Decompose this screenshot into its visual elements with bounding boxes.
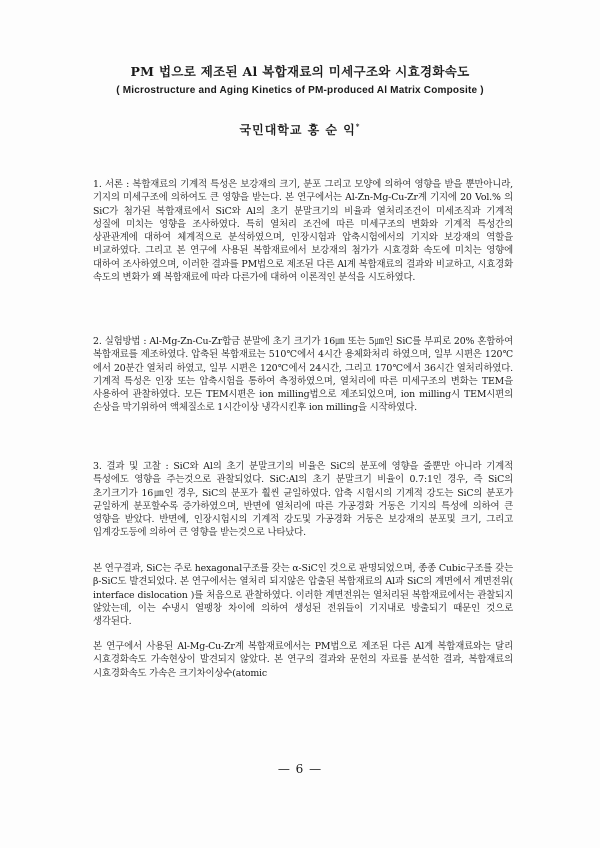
author-footnote-mark: * (355, 122, 361, 131)
paper-subtitle: ( Microstructure and Aging Kinetics of PM-produced Al Matrix Composite ) (116, 85, 484, 96)
methods-paragraph (93, 335, 513, 415)
results-paragraph-2 (93, 562, 513, 628)
author-name: 국민대학교 홍 순 익 (239, 123, 356, 137)
paragraph-text: 본 연구결과, SiC는 주로 hexagonal구조를 갖는 α-SiC인 것으로 판명되었으며, 종종 Cubic구조를 갖는 β-SiC도 발견되었다. 본 연구에서는 열처리 되지않은 압출된 복합재료의 Al과 SiC의 계면에서 계면전위( interface dislocation )를 처음으로 관찰하였다. 이러한 계면전위는 열처리된 복합재료에서는 관찰되지 않았는데, 이는 수냉시 열팽창 차이에 의하여 생성된 전위들이 기지내로 방출되기 때문인 것으로 생각된다. (93, 563, 513, 628)
paragraph-text: 2. 실험방법 : Al-Mg-Zn-Cu-Zr합금 분말에 초기 크기가 16㎛ 또는 5㎛인 SiC를 부피로 20% 혼합하여 복합재료를 제조하였다. 압축된 복합재료는 510℃에서 4시간 용체화처리 하였으며, 일부 시편은 120℃에서 20분간 열처리 하였고, 일부 시편은 120℃에서 24시간, 그리고 170℃에서 36시간 열처리하였다. 기계적 특성은 인장 또는 압축시험을 통하여 측정하였으며, 열처리에 따른 미세구조의 변화는 TEM을 사용하여 관찰하였다. 모든 TEM시편은 ion milling법으로 제조되었으며, ion milling시 TEM시편의 손상을 막기위하여 액체질소로 1시간이상 냉각시킨후 ion milling을 시작하였다. (93, 336, 513, 414)
paragraph-text: 본 연구에서 사용된 Al-Mg-Cu-Zr계 복합재료에서는 PM법으로 제조된 다른 Al계 복합재료와는 달리 시효경화속도 가속현상이 발견되지 않았다. 본 연구의 결과와 문헌의 자료를 분석한 결과, 복합재료의 시효경화속도 가속은 크기차이상수(atomic (93, 641, 513, 679)
paragraph-text: 3. 결과 및 고찰 : SiC와 Al의 초기 분말크기의 비율은 SiC의 분포에 영향을 줄뿐만 아니라 기계적 특성에도 영향을 주는것으로 관찰되었다. SiC:Al의 초기 분말크기 비율이 0.7:1인 경우, 즉 SiC의 초기크기가 16㎛인 경우, SiC의 분포가 훨씬 균일하였다. 압축 시험시의 기계적 강도는 SiC의 분포가 균일하게 분포할수록 증가하였으며, 반면에 열처리에 따른 가공경화 거동은 기지의 특성에 의하여 큰 영향을 받았다. 반면에, 인장시험시의 기계적 강도및 가공경화 거동은 보강재의 분포및 크기, 그리고 입계강도등에 의하여 큰 영향을 받는것으로 나타났다. (93, 461, 513, 539)
page-number: — 6 — (277, 762, 323, 776)
results-paragraph (93, 460, 513, 540)
results-paragraph-3 (93, 640, 513, 680)
paper-title: PM 법으로 제조된 Al 복합재료의 미세구조와 시효경화속도 (130, 64, 470, 79)
introduction-paragraph (93, 178, 513, 284)
paragraph-text: 1. 서론 : 복합재료의 기계적 특성은 보강재의 크기, 분포 그리고 모양에 의하여 영향을 받을 뿐만아니라, 기지의 미세구조에 의하여도 큰 영향을 받는다. 본 연구에서는 Al-Zn-Mg-Cu-Zr계 기지에 20 Vol.% 의 SiC가 첨가된 복합재료에서 SiC와 Al의 초기 분말크기의 비율과 열처리조건이 미세조직과 기계적 성질에 미치는 영향을 조사하였다. 특히 열처리 조건에 따른 미세구조의 변화와 기계적 특성간의 상관관계에 대하여 체계적으로 분석하였으며, 인장시험과 압축시험에서의 기지와 보강재의 역할을 비교하였다. 그리고 본 연구에 사용된 복합재료에서 보강재의 첨가가 시효경화 속도에 미치는 영향에 대하여 조사하였으며, 이러한 결과를 PM법으로 제조된 다른 Al계 복합재료의 결과와 비교하고, 시효경화 속도의 변화가 왜 복합재료에 따라 다른가에 대하여 이론적인 분석을 시도하였다. (93, 179, 513, 284)
author-line (150, 121, 450, 138)
